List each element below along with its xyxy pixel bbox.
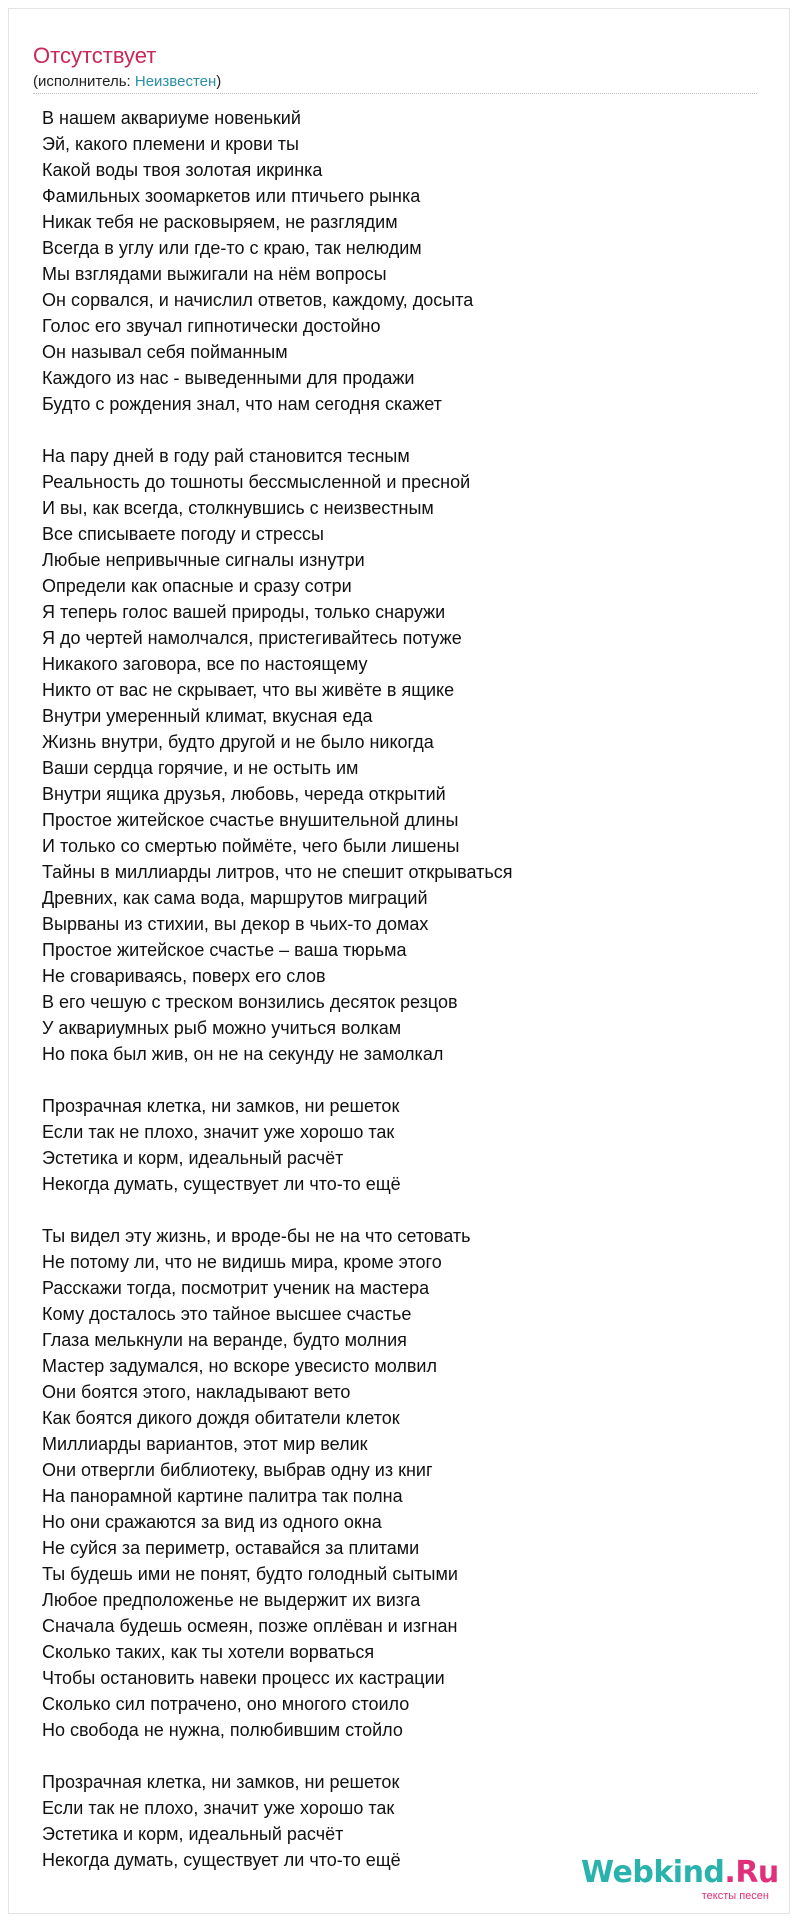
lyric-line: Никак тебя не расковыряем, не разглядим — [42, 212, 398, 232]
lyric-line: Не сговариваясь, поверх его слов — [42, 966, 326, 986]
lyrics-stanza — [42, 1093, 762, 1197]
lyric-line: Прозрачная клетка, ни замков, ни решеток — [42, 1772, 400, 1792]
lyric-line: Как боятся дикого дождя обитатели клеток — [42, 1408, 400, 1428]
lyric-line: Сначала будешь осмеян, позже оплёван и изгнан — [42, 1616, 458, 1636]
lyric-line: Голос его звучал гипнотически достойно — [42, 316, 381, 336]
lyric-line: Прозрачная клетка, ни замков, ни решеток — [42, 1096, 400, 1116]
lyric-line: Он называл себя пойманным — [42, 342, 288, 362]
lyric-line: И только со смертью поймёте, чего были лишены — [42, 836, 460, 856]
lyric-line: У аквариумных рыб можно учиться волкам — [42, 1018, 402, 1038]
song-title: Отсутствует — [33, 43, 157, 68]
artist-suffix: ) — [216, 73, 222, 90]
lyrics-stanza — [42, 443, 762, 1067]
lyric-line: Я до чертей намолчался, пристегивайтесь потуже — [42, 628, 462, 648]
lyric-line: Я теперь голос вашей природы, только снаружи — [42, 602, 446, 622]
lyric-line: Сколько сил потрачено, оно многого стоило — [42, 1694, 410, 1714]
lyric-line: Некогда думать, существует ли что-то ещё — [42, 1174, 401, 1194]
lyric-line: Не потому ли, что не видишь мира, кроме этого — [42, 1252, 442, 1272]
logo-tld: .Ru — [724, 1855, 779, 1890]
lyric-line: Любое предположенье не выдержит их визга — [42, 1590, 421, 1610]
lyric-line: В его чешую с треском вонзились десяток резцов — [42, 992, 458, 1012]
lyric-line: Никто от вас не скрывает, что вы живёте в ящике — [42, 680, 455, 700]
lyric-line: Чтобы остановить навеки процесс их кастрации — [42, 1668, 445, 1688]
lyric-line: Ты будешь ими не понят, будто голодный сытыми — [42, 1564, 458, 1584]
lyric-line: Вырваны из стихии, вы декор в чьих-то домах — [42, 914, 429, 934]
lyric-line: Всегда в углу или где-то с краю, так нелюдим — [42, 238, 422, 258]
lyric-line: Будто с рождения знал, что нам сегодня скажет — [42, 394, 442, 414]
logo-tagline: тексты песен — [701, 1890, 769, 1902]
lyrics-body — [42, 105, 762, 1899]
lyric-line: Если так не плохо, значит уже хорошо так — [42, 1122, 395, 1142]
lyric-line: Простое житейское счастье внушительной длины — [42, 810, 459, 830]
lyric-line: Но свобода не нужна, полюбившим стойло — [42, 1720, 403, 1740]
lyric-line: Фамильных зоомаркетов или птичьего рынка — [42, 186, 421, 206]
lyric-line: Кому досталось это тайное высшее счастье — [42, 1304, 412, 1324]
logo-wordmark — [581, 1855, 779, 1891]
lyric-line: И вы, как всегда, столкнувшись с неизвестным — [42, 498, 434, 518]
lyric-line: Они боятся этого, накладывают вето — [42, 1382, 351, 1402]
lyric-line: Реальность до тошноты бессмысленной и пресной — [42, 472, 471, 492]
lyric-line: На пару дней в году рай становится тесным — [42, 446, 410, 466]
lyric-line: Некогда думать, существует ли что-то ещё — [42, 1850, 401, 1870]
lyric-line: Жизнь внутри, будто другой и не было никогда — [42, 732, 434, 752]
lyric-line: Каждого из нас - выведенными для продажи — [42, 368, 415, 388]
lyric-line: В нашем аквариуме новенький — [42, 108, 301, 128]
lyric-line: Он сорвался, и начислил ответов, каждому, досыта — [42, 290, 474, 310]
lyric-line: Никакого заговора, все по настоящему — [42, 654, 368, 674]
artist-link[interactable]: Неизвестен — [134, 73, 217, 90]
lyric-line: Мы взглядами выжигали на нём вопросы — [42, 264, 387, 284]
site-logo[interactable] — [581, 1855, 777, 1905]
lyric-line: Ваши сердца горячие, и не остыть им — [42, 758, 359, 778]
lyric-line: Мастер задумался, но вскоре увесисто молвил — [42, 1356, 437, 1376]
lyric-line: Если так не плохо, значит уже хорошо так — [42, 1798, 395, 1818]
lyric-line: Ты видел эту жизнь, и вроде-бы не на что сетовать — [42, 1226, 471, 1246]
lyrics-stanza — [42, 105, 762, 417]
lyric-line: Простое житейское счастье – ваша тюрьма — [42, 940, 407, 960]
lyric-line: Определи как опасные и сразу сотри — [42, 576, 352, 596]
lyric-line: Глаза мелькнули на веранде, будто молния — [42, 1330, 407, 1350]
lyric-line: Эстетика и корм, идеальный расчёт — [42, 1148, 344, 1168]
lyric-line: Внутри умеренный климат, вкусная еда — [42, 706, 373, 726]
lyric-line: Эй, какого племени и крови ты — [42, 134, 299, 154]
artist-prefix: (исполнитель: — [33, 73, 135, 90]
lyric-line: Все списываете погоду и стрессы — [42, 524, 324, 544]
title-separator — [33, 93, 757, 94]
lyric-line: Любые непривычные сигналы изнутри — [42, 550, 365, 570]
lyric-line: Но пока был жив, он не на секунду не замолкал — [42, 1044, 444, 1064]
lyric-line: Миллиарды вариантов, этот мир велик — [42, 1434, 368, 1454]
lyric-line: Сколько таких, как ты хотели ворваться — [42, 1642, 375, 1662]
lyric-line: Внутри ящика друзья, любовь, череда открытий — [42, 784, 446, 804]
lyric-line: Расскажи тогда, посмотрит ученик на мастера — [42, 1278, 430, 1298]
lyric-line: Но они сражаются за вид из одного окна — [42, 1512, 382, 1532]
lyric-line: Не суйся за периметр, оставайся за плитами — [42, 1538, 420, 1558]
logo-word: Webkind — [581, 1855, 725, 1890]
artist-line — [33, 72, 221, 92]
lyric-line: Эстетика и корм, идеальный расчёт — [42, 1824, 344, 1844]
lyric-line: Древних, как сама вода, маршрутов миграций — [42, 888, 428, 908]
lyrics-stanza — [42, 1223, 762, 1743]
lyric-line: Какой воды твоя золотая икринка — [42, 160, 323, 180]
lyric-line: Тайны в миллиарды литров, что не спешит открываться — [42, 862, 513, 882]
lyric-line: На панорамной картине палитра так полна — [42, 1486, 403, 1506]
lyric-line: Они отвергли библиотеку, выбрав одну из книг — [42, 1460, 433, 1480]
